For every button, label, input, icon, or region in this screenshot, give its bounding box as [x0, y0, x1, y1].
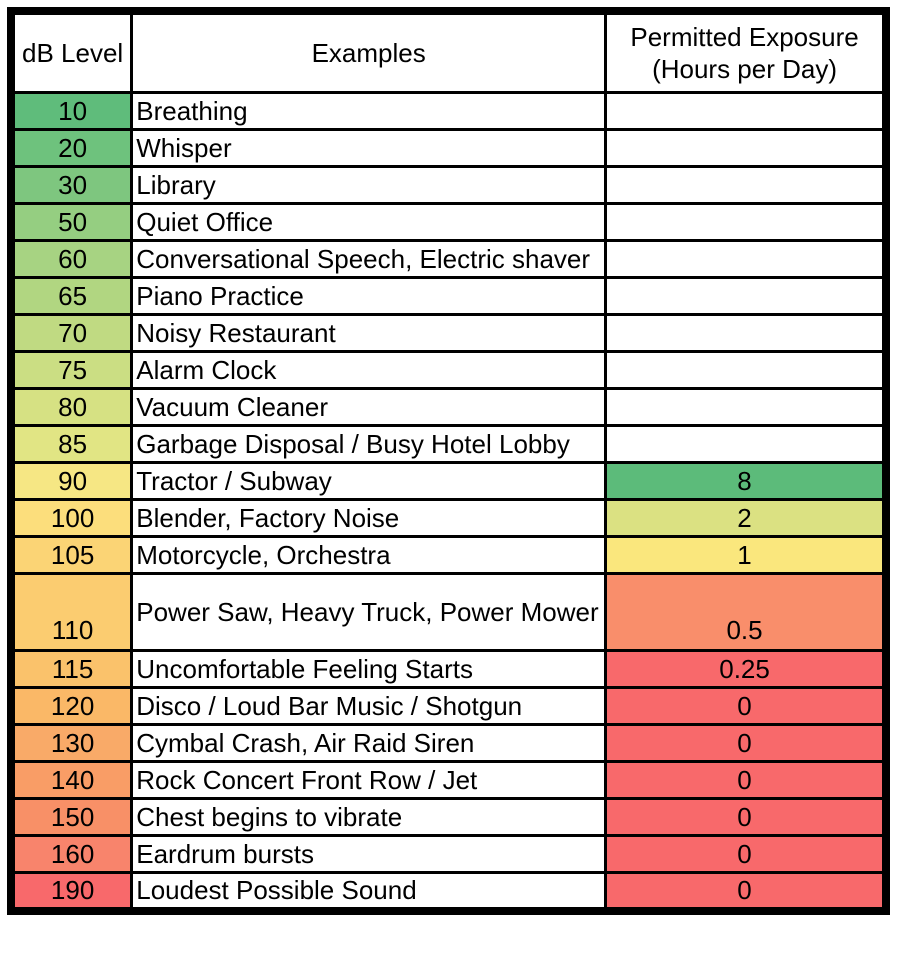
- example-cell: Quiet Office: [132, 204, 606, 241]
- table-row: [11, 241, 886, 278]
- example-cell: Rock Concert Front Row / Jet: [132, 762, 606, 799]
- header-permitted-exposure: [606, 11, 886, 93]
- db-level-cell: 75: [11, 352, 132, 389]
- db-level-cell: 105: [11, 537, 132, 574]
- exposure-cell: [606, 426, 886, 463]
- db-level-cell: 50: [11, 204, 132, 241]
- table-row: [11, 463, 886, 500]
- table-row: [11, 204, 886, 241]
- example-cell: Motorcycle, Orchestra: [132, 537, 606, 574]
- table-row: [11, 93, 886, 130]
- db-level-cell: 80: [11, 389, 132, 426]
- exposure-cell: [606, 389, 886, 426]
- exposure-cell: [606, 167, 886, 204]
- table-row: [11, 537, 886, 574]
- header-db-level: [11, 11, 132, 93]
- table-row: [11, 799, 886, 836]
- db-level-cell: 90: [11, 463, 132, 500]
- db-level-cell: 140: [11, 762, 132, 799]
- example-cell: Tractor / Subway: [132, 463, 606, 500]
- table-row: [11, 651, 886, 688]
- exposure-cell: [606, 278, 886, 315]
- header-db-level-label: dB Level: [22, 37, 124, 68]
- table-row: [11, 574, 886, 651]
- db-level-cell: 120: [11, 688, 132, 725]
- db-level-cell: 70: [11, 315, 132, 352]
- table-row: [11, 725, 886, 762]
- db-level-cell: 190: [11, 873, 132, 911]
- example-cell: Loudest Possible Sound: [132, 873, 606, 911]
- example-cell: Whisper: [132, 130, 606, 167]
- example-cell: Power Saw, Heavy Truck, Power Mower: [132, 574, 606, 651]
- exposure-cell: 0: [606, 799, 886, 836]
- table-row: [11, 762, 886, 799]
- exposure-cell: 0: [606, 836, 886, 873]
- db-exposure-table: [7, 7, 890, 915]
- table-row: [11, 688, 886, 725]
- example-cell: Conversational Speech, Electric shaver: [132, 241, 606, 278]
- exposure-cell: [606, 241, 886, 278]
- header-examples: [132, 11, 606, 93]
- db-level-cell: 130: [11, 725, 132, 762]
- exposure-cell: [606, 315, 886, 352]
- table-row: [11, 500, 886, 537]
- example-cell: Cymbal Crash, Air Raid Siren: [132, 725, 606, 762]
- exposure-cell: 2: [606, 500, 886, 537]
- table-header: [11, 11, 886, 93]
- example-cell: Chest begins to vibrate: [132, 799, 606, 836]
- db-level-cell: 160: [11, 836, 132, 873]
- table-row: [11, 389, 886, 426]
- example-cell: Breathing: [132, 93, 606, 130]
- db-level-cell: 115: [11, 651, 132, 688]
- header-permitted-exposure-line1: Permitted Exposure: [630, 21, 859, 52]
- exposure-cell: 0: [606, 873, 886, 911]
- example-cell: Piano Practice: [132, 278, 606, 315]
- db-level-cell: 110: [11, 574, 132, 651]
- header-examples-label: Examples: [311, 37, 426, 68]
- db-level-cell: 10: [11, 93, 132, 130]
- header-permitted-exposure-line2: (Hours per Day): [652, 54, 837, 84]
- table-row: [11, 352, 886, 389]
- exposure-cell: 0: [606, 725, 886, 762]
- exposure-cell: 0.5: [606, 574, 886, 651]
- db-level-cell: 85: [11, 426, 132, 463]
- exposure-cell: 0: [606, 762, 886, 799]
- db-level-cell: 65: [11, 278, 132, 315]
- table-body: [11, 93, 886, 911]
- example-cell: Uncomfortable Feeling Starts: [132, 651, 606, 688]
- table-row: [11, 167, 886, 204]
- db-level-cell: 60: [11, 241, 132, 278]
- example-cell: Blender, Factory Noise: [132, 500, 606, 537]
- exposure-cell: [606, 130, 886, 167]
- exposure-cell: 0.25: [606, 651, 886, 688]
- db-level-cell: 150: [11, 799, 132, 836]
- example-cell: Eardrum bursts: [132, 836, 606, 873]
- example-cell: Alarm Clock: [132, 352, 606, 389]
- exposure-cell: 0: [606, 688, 886, 725]
- table-row: [11, 873, 886, 911]
- exposure-cell: [606, 204, 886, 241]
- table-row: [11, 836, 886, 873]
- table-row: [11, 315, 886, 352]
- example-cell: Vacuum Cleaner: [132, 389, 606, 426]
- header-row: [11, 11, 886, 93]
- example-cell: Disco / Loud Bar Music / Shotgun: [132, 688, 606, 725]
- example-cell: Library: [132, 167, 606, 204]
- example-cell: Noisy Restaurant: [132, 315, 606, 352]
- db-level-cell: 20: [11, 130, 132, 167]
- example-cell: Garbage Disposal / Busy Hotel Lobby: [132, 426, 606, 463]
- db-level-cell: 100: [11, 500, 132, 537]
- table-row: [11, 278, 886, 315]
- exposure-cell: 1: [606, 537, 886, 574]
- exposure-cell: 8: [606, 463, 886, 500]
- db-level-cell: 30: [11, 167, 132, 204]
- table-row: [11, 130, 886, 167]
- table-row: [11, 426, 886, 463]
- exposure-cell: [606, 93, 886, 130]
- exposure-cell: [606, 352, 886, 389]
